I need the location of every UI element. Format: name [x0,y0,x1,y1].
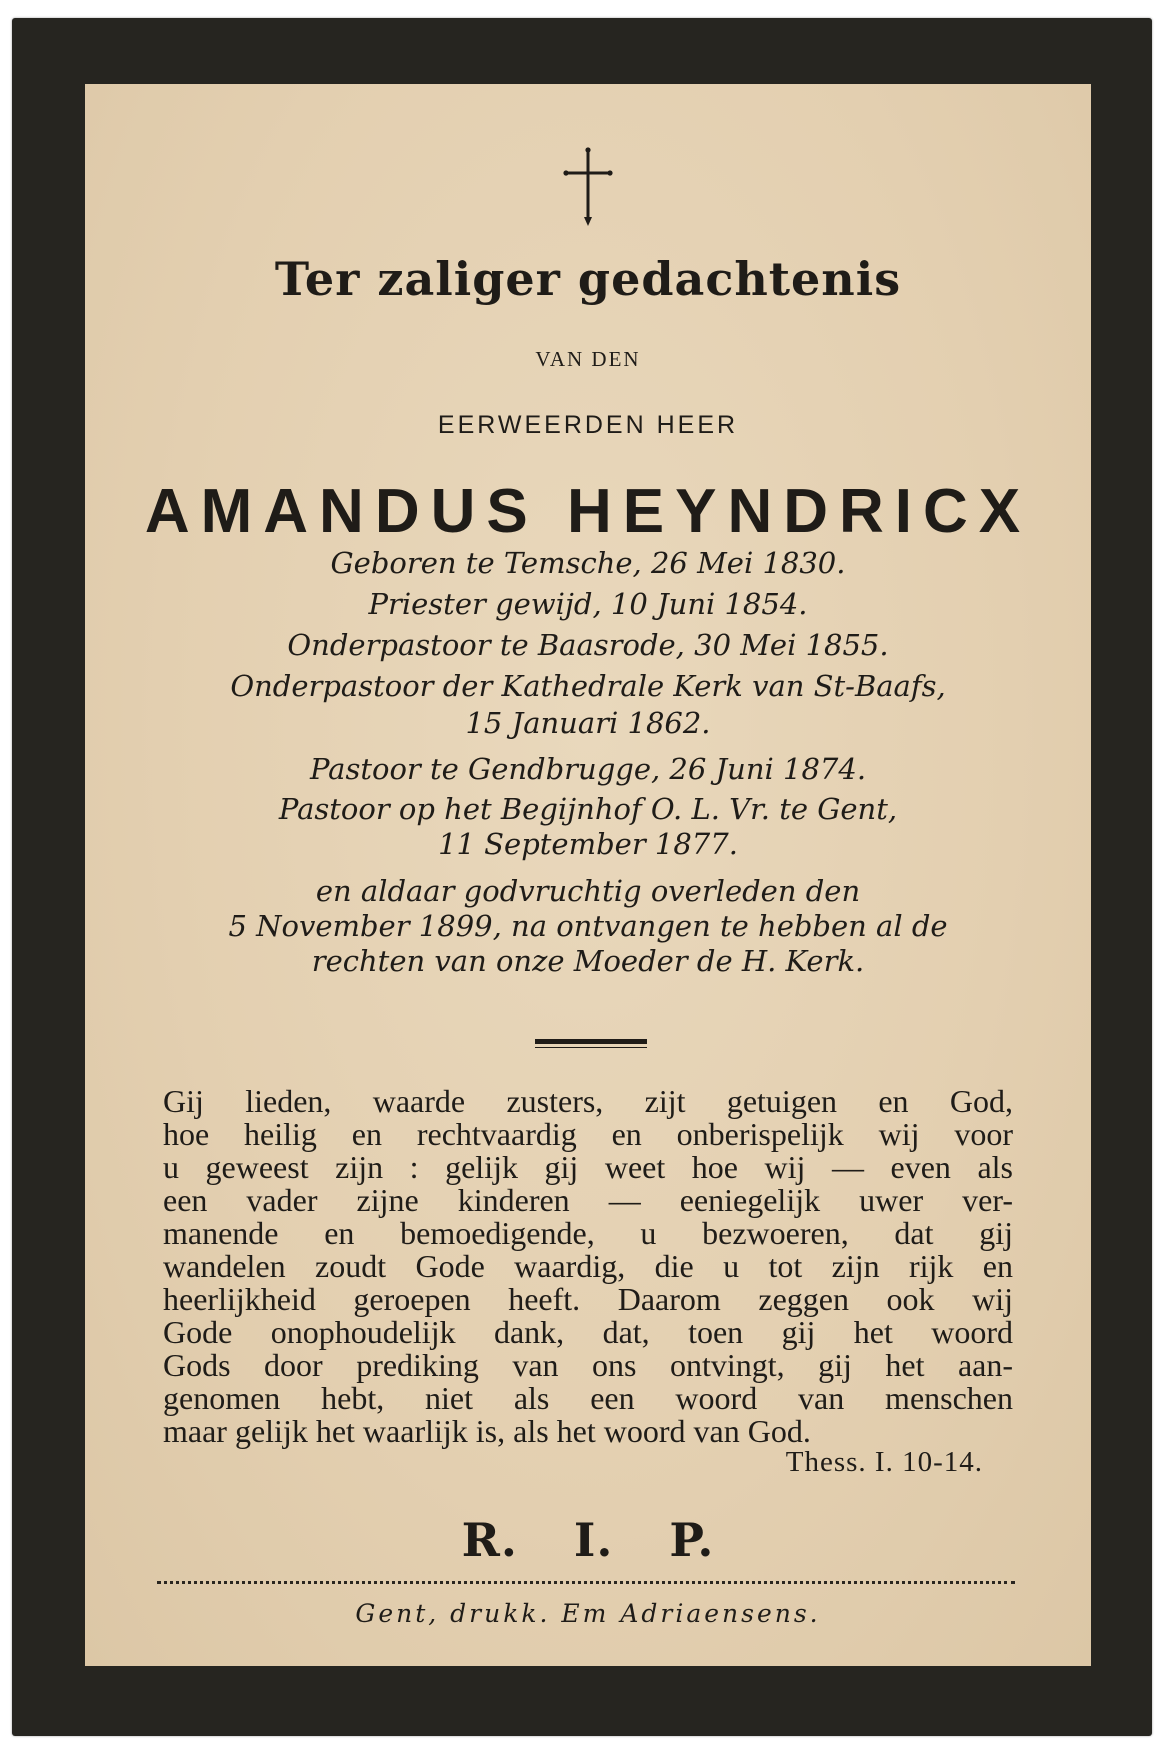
verse-line: genomen hebt, niet als een woord van menschen [163,1380,1013,1416]
rip-letter: R. [461,1513,518,1567]
verse-line: maar gelijk het waarlijk is, als het woord van God. [163,1413,811,1449]
verse-line: hoe heilig en rechtvaardig en onberispelijk wij voor [163,1116,1013,1152]
career-line: 15 Januari 1862. [465,706,711,740]
career-line: Pastoor te Gendbrugge, 26 Juni 1874. [309,752,867,786]
career-line: Onderpastoor te Baasrode, 30 Mei 1855. [287,628,889,662]
honorific-line: EERWEERDEN HEER [437,411,739,439]
verse-line: een vader zijne kinderen — eeniegelijk uwer ver- [163,1182,1013,1218]
rip-letter: I. [573,1513,614,1567]
dotted-divider [157,1581,1015,1584]
rip-letter: P. [669,1513,715,1567]
verse-line: Gij lieden, waarde zusters, zijt getuigen en God, [163,1083,1013,1119]
verse-line: u geweest zijn : gelijk gij weet hoe wij — even als [163,1149,1013,1185]
career-line: Priester gewijd, 10 Juni 1854. [368,587,808,621]
career-line: Pastoor op het Begijnhof O. L. Vr. te Gent, [278,792,898,826]
career-line: en aldaar godvruchtig overleden den [315,874,861,908]
van-den-line: VAN DEN [535,347,641,371]
career-line: Onderpastoor der Kathedrale Kerk van St-Baafs, [230,669,946,703]
career-line: rechten van onze Moeder de H. Kerk. [311,944,865,978]
career-line: 5 November 1899, na ontvangen te hebben al de [228,909,948,943]
verse-line: manende en bemoedigende, u bezwoeren, dat gij [163,1215,1013,1251]
verse-line: heerlijkheid geroepen heeft. Daarom zeggen ook wij [163,1281,1013,1317]
latin-cross-icon [562,147,614,227]
card-panel [85,84,1091,1666]
printer-imprint: Gent, drukk. Em Adriaensens. [355,1599,821,1628]
deceased-name: AMANDUS HEYNDRICX [144,477,1032,546]
memorial-card [12,18,1152,1736]
career-line: Geboren te Temsche, 26 Mei 1830. [330,546,846,580]
verse-line: Gods door prediking van ons ontvingt, gij het aan- [163,1347,1013,1383]
verse-line: wandelen zoudt Gode waardig, die u tot zijn rijk en [163,1248,1013,1284]
memorial-title: Ter zaliger gedachtenis [274,252,902,306]
section-divider [535,1039,647,1044]
section-divider-thin [535,1047,647,1048]
scripture-citation: Thess. I. 10-14. [785,1446,983,1478]
career-line: 11 September 1877. [438,827,738,861]
rip-line [85,1513,1091,1567]
verse-line: Gode onophoudelijk dank, dat, toen gij het woord [163,1314,1013,1350]
